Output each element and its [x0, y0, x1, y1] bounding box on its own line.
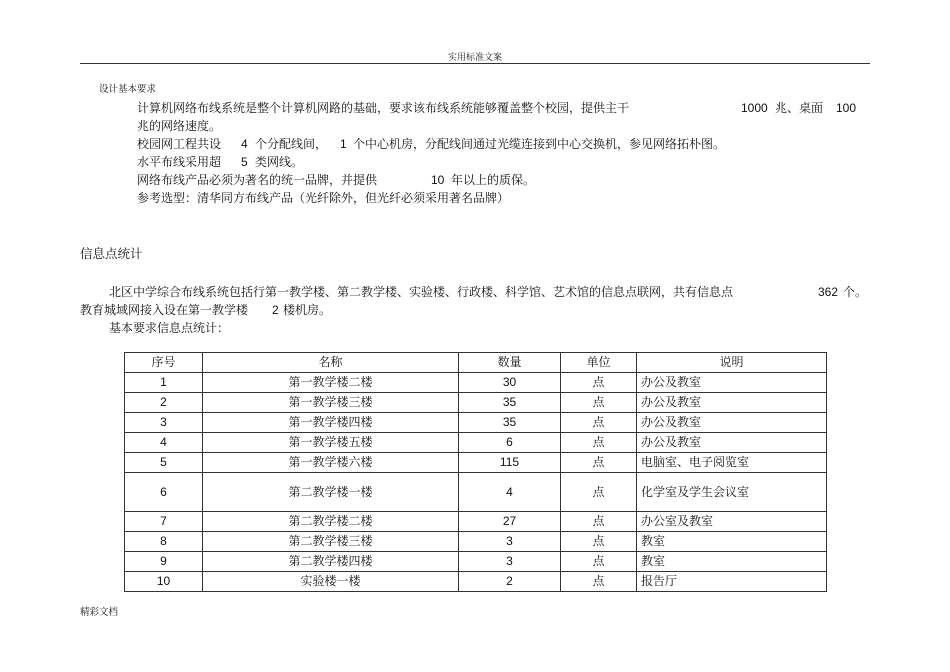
cell-index: 5 — [125, 453, 203, 473]
info-para-1-a: 北区中学综合布线系统包括行第一教学楼、第二教学楼、实验楼、行政楼、科学馆、艺术馆的信息点联网，共有信息点 — [109, 285, 734, 299]
cell-name: 实验楼一楼 — [203, 572, 459, 592]
req-line-5-n: 10 — [431, 173, 445, 187]
cell-count: 6 — [459, 433, 561, 453]
cell-note: 报告厅 — [637, 572, 827, 592]
cell-note: 教室 — [637, 532, 827, 552]
req-line-3-n1: 4 — [241, 137, 248, 151]
table-row — [125, 552, 827, 572]
cell-note: 办公及教室 — [637, 393, 827, 413]
cell-count: 30 — [459, 373, 561, 393]
table-row — [125, 572, 827, 592]
cell-index: 7 — [125, 512, 203, 532]
col-header-note: 说明 — [637, 353, 827, 373]
req-line-5-a: 网络布线产品必须为著名的统一品牌，并提供 — [137, 173, 378, 187]
col-header-count: 数量 — [459, 353, 561, 373]
cell-index: 8 — [125, 532, 203, 552]
cell-note: 办公及教室 — [637, 433, 827, 453]
req-line-3-n2: 1 — [340, 137, 347, 151]
cell-index: 10 — [125, 572, 203, 592]
info-para-2-number: 2 — [272, 303, 279, 317]
req-line-2: 兆的网络速度。 — [137, 119, 222, 133]
section-heading-info-points: 信息点统计 — [80, 246, 143, 261]
cell-name: 第一教学楼三楼 — [203, 393, 459, 413]
req-line-6: 参考选型：清华同方布线产品（光纤除外，但光纤必须采用著名品牌） — [137, 191, 510, 205]
table-row — [125, 453, 827, 473]
info-point-table — [124, 352, 827, 592]
info-para-1-number: 362 — [818, 285, 839, 299]
cell-name: 第二教学楼三楼 — [203, 532, 459, 552]
cell-unit: 点 — [561, 572, 637, 592]
cell-unit: 点 — [561, 393, 637, 413]
table-row — [125, 413, 827, 433]
cell-unit: 点 — [561, 473, 637, 512]
info-para-1-b: 个。 — [843, 285, 868, 299]
cell-note: 电脑室、电子阅览室 — [637, 453, 827, 473]
req-line-1: 计算机网络布线系统是整个计算机网路的基础，要求该布线系统能够覆盖整个校园，提供主干 — [137, 101, 630, 115]
header-divider — [80, 63, 870, 64]
req-line-3-c: 个中心机房，分配线间通过光缆连接到中心交换机，参见网络拓朴图。 — [353, 137, 726, 151]
cell-name: 第二教学楼二楼 — [203, 512, 459, 532]
table-row — [125, 512, 827, 532]
req-line-5-b: 年以上的质保。 — [451, 173, 536, 187]
info-para-2-b: 楼机房。 — [283, 303, 332, 317]
col-header-unit: 单位 — [561, 353, 637, 373]
cell-note: 化学室及学生会议室 — [637, 473, 827, 512]
table-row — [125, 393, 827, 413]
cell-name: 第一教学楼五楼 — [203, 433, 459, 453]
table-row — [125, 373, 827, 393]
section-heading-design: 设计基本要求 — [99, 84, 157, 95]
cell-count: 4 — [459, 473, 561, 512]
cell-count: 3 — [459, 552, 561, 572]
cell-index: 4 — [125, 433, 203, 453]
cell-name: 第一教学楼二楼 — [203, 373, 459, 393]
table-row — [125, 473, 827, 512]
table-row — [125, 532, 827, 552]
cell-count: 2 — [459, 572, 561, 592]
req-line-4-b: 类网线。 — [255, 155, 304, 169]
cell-count: 115 — [459, 453, 561, 473]
cell-index: 1 — [125, 373, 203, 393]
cell-unit: 点 — [561, 532, 637, 552]
cell-note: 办公及教室 — [637, 413, 827, 433]
cell-unit: 点 — [561, 453, 637, 473]
cell-name: 第二教学楼四楼 — [203, 552, 459, 572]
cell-index: 3 — [125, 413, 203, 433]
req-line-3-a: 校园网工程共设 — [137, 137, 222, 151]
cell-unit: 点 — [561, 512, 637, 532]
table-row — [125, 433, 827, 453]
cell-count: 35 — [459, 413, 561, 433]
page-footer-text: 精彩文档 — [80, 607, 119, 618]
cell-name: 第二教学楼一楼 — [203, 473, 459, 512]
cell-name: 第一教学楼四楼 — [203, 413, 459, 433]
req-line-3-b: 个分配线间， — [255, 137, 328, 151]
cell-count: 27 — [459, 512, 561, 532]
req-line-1-number: 1000 — [741, 101, 768, 115]
cell-note: 办公及教室 — [637, 373, 827, 393]
page-header-title: 实用标准文案 — [447, 53, 502, 63]
req-line-1-tail: 兆、桌面 — [775, 101, 824, 115]
cell-unit: 点 — [561, 433, 637, 453]
req-line-4-a: 水平布线采用超 — [137, 155, 222, 169]
col-header-name: 名称 — [203, 353, 459, 373]
cell-count: 35 — [459, 393, 561, 413]
info-para-3: 基本要求信息点统计： — [109, 321, 230, 335]
req-line-1-tail-number: 100 — [836, 101, 857, 115]
col-header-index: 序号 — [125, 353, 203, 373]
cell-unit: 点 — [561, 413, 637, 433]
cell-count: 3 — [459, 532, 561, 552]
req-line-4-n: 5 — [241, 155, 248, 169]
cell-note: 教室 — [637, 552, 827, 572]
cell-index: 6 — [125, 473, 203, 512]
cell-note: 办公室及教室 — [637, 512, 827, 532]
cell-index: 2 — [125, 393, 203, 413]
cell-name: 第一教学楼六楼 — [203, 453, 459, 473]
info-para-2-a: 教育城域网接入设在第一教学楼 — [80, 303, 249, 317]
cell-index: 9 — [125, 552, 203, 572]
cell-unit: 点 — [561, 373, 637, 393]
table-header-row — [125, 353, 827, 373]
cell-unit: 点 — [561, 552, 637, 572]
